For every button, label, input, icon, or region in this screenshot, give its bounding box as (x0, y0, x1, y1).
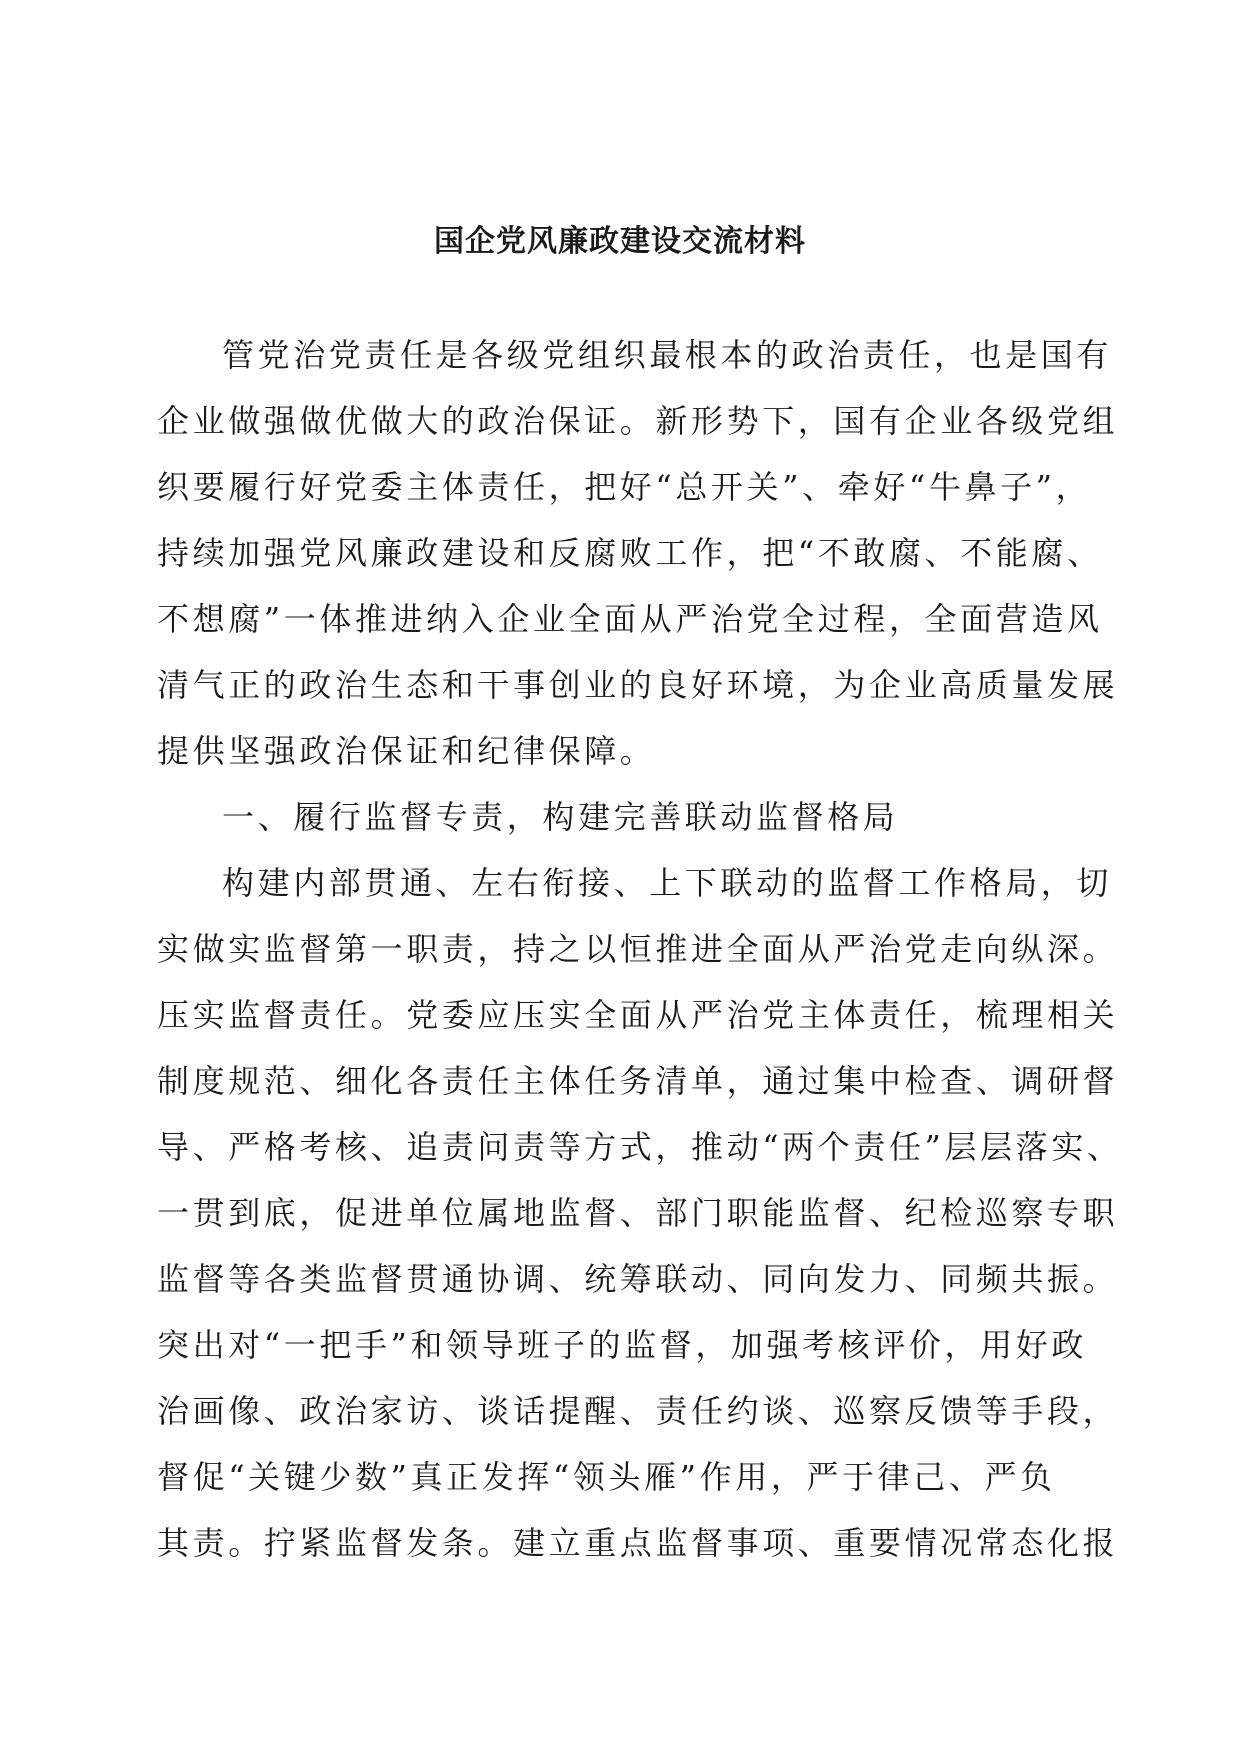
paragraph-line: 不想腐”一体推进纳入企业全面从严治党全过程，全面营造风 (157, 600, 1103, 638)
paragraph-line: 制度规范、细化各责任主体任务清单，通过集中检查、调研督 (157, 1062, 1119, 1100)
paragraph-line: 其责。拧紧监督发条。建立重点监督事项、重要情况常态化报 (157, 1524, 1119, 1562)
paragraph-line: 督促“关键少数”真正发挥“领头雁”作用，严于律己、严负 (157, 1458, 1056, 1496)
paragraph-line: 治画像、政治家访、谈话提醒、责任约谈、巡察反馈等手段， (157, 1392, 1119, 1430)
document-title: 国企党风廉政建设交流材料 (434, 224, 806, 259)
paragraph-line: 提供坚强政治保证和纪律保障。 (157, 732, 656, 770)
paragraph-line: 实做实监督第一职责，持之以恒推进全面从严治党走向纵深。 (157, 930, 1119, 968)
paragraph-line: 一贯到底，促进单位属地监督、部门职能监督、纪检巡察专职 (157, 1194, 1119, 1232)
paragraph-line: 管党治党责任是各级党组织最根本的政治责任，也是国有 (222, 336, 1113, 374)
section-heading: 一、履行监督专责，构建完善联动监督格局 (222, 798, 899, 836)
paragraph-line: 清气正的政治生态和干事创业的良好环境，为企业高质量发展 (157, 666, 1119, 704)
paragraph-line: 持续加强党风廉政建设和反腐败工作，把“不敢腐、不能腐、 (157, 534, 1103, 572)
paragraph-line: 企业做强做优做大的政治保证。新形势下，国有企业各级党组 (157, 402, 1119, 440)
paragraph-line: 监督等各类监督贯通协调、统筹联动、同向发力、同频共振。 (157, 1260, 1119, 1298)
paragraph-line: 突出对“一把手”和领导班子的监督，加强考核评价，用好政 (157, 1326, 1087, 1364)
document-body (157, 322, 1123, 1576)
paragraph-line: 构建内部贯通、左右衔接、上下联动的监督工作格局，切 (222, 864, 1113, 902)
paragraph-line: 织要履行好党委主体责任，把好“总开关”、牵好“牛鼻子”， (157, 468, 1092, 506)
paragraph-line: 导、严格考核、追责问责等方式，推动“两个责任”层层落实、 (157, 1128, 1123, 1166)
paragraph-line: 压实监督责任。党委应压实全面从严治党主体责任，梳理相关 (157, 996, 1119, 1034)
